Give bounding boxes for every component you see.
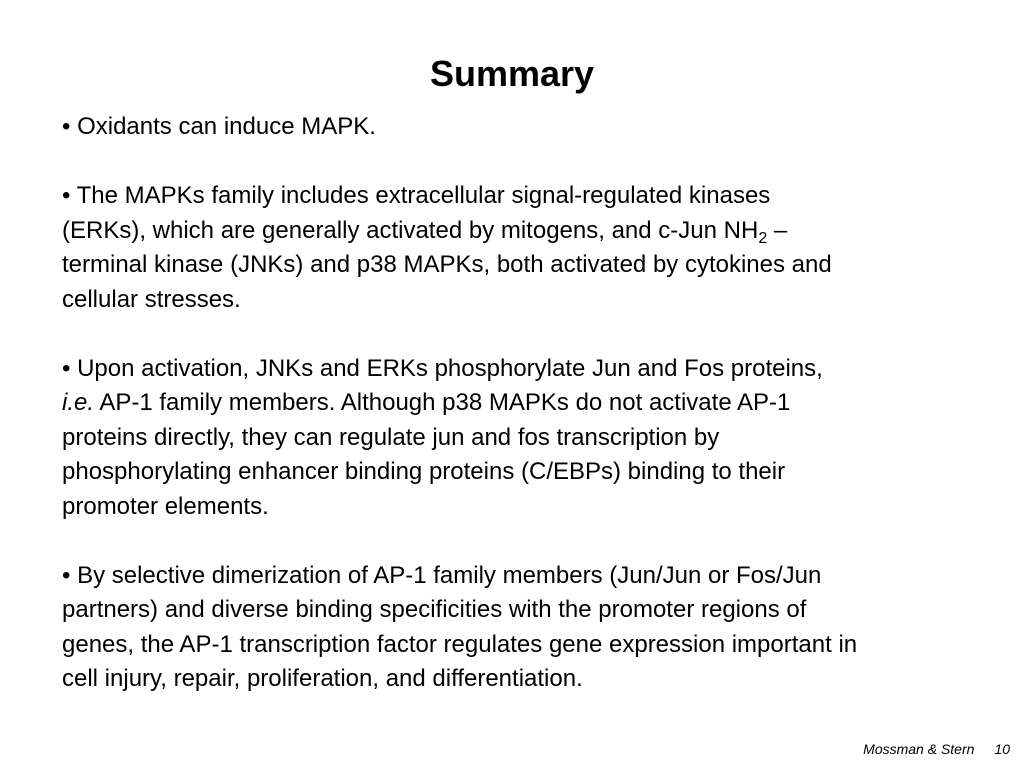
bullet-text: phosphorylating enhancer binding proteins (C/EBPs) binding to their (62, 458, 786, 485)
bullet-line (62, 214, 1012, 249)
bullet-marker: • (62, 182, 71, 209)
bullet-text: cell injury, repair, proliferation, and differentiation. (62, 665, 583, 692)
bullet-marker: • (62, 561, 71, 589)
bullet-activation (62, 352, 1012, 525)
bullet-text: partners) and diverse binding specificities with the promoter regions of (62, 596, 807, 623)
bullet-text: genes, the AP-1 transcription factor regulates gene expression important in (62, 630, 858, 658)
bullet-text: Oxidants can induce MAPK. (77, 113, 376, 140)
bullet-line (62, 662, 1012, 697)
slide-content (62, 110, 1012, 697)
bullet-dimerization (62, 559, 1012, 697)
bullet-marker: • (62, 113, 71, 140)
bullet-text: proteins directly, they can regulate jun and fos transcription by (62, 423, 720, 451)
bullet-line (62, 283, 1012, 318)
bullet-oxidants (62, 110, 1012, 145)
bullet-marker: • (62, 354, 71, 382)
page-number: 10 (994, 741, 1010, 757)
bullet-line (62, 352, 1012, 387)
slide-footer (863, 740, 1010, 758)
bullet-line (62, 110, 1012, 145)
bullet-text: By selective dimerization of AP-1 family members (Jun/Jun or Fos/Jun (77, 561, 822, 589)
bullet-text: (ERKs), which are generally activated by mitogens, and c-Jun NH (62, 216, 759, 244)
bullet-text: Upon activation, JNKs and ERKs phosphorylate Jun and Fos proteins, (77, 354, 823, 382)
bullet-line (62, 421, 1012, 456)
footer-author: Mossman & Stern (863, 741, 975, 757)
bullet-line (62, 559, 1012, 594)
bullet-line (62, 248, 1012, 283)
subscript-2: 2 (758, 229, 768, 247)
bullet-line (62, 179, 1012, 214)
bullet-line (62, 455, 1012, 490)
bullet-text: cellular stresses. (62, 285, 241, 313)
bullet-mapk-family (62, 179, 1012, 317)
bullet-text: The MAPKs family includes extracellular signal-regulated kinases (76, 182, 771, 209)
italic-ie: i.e. (62, 389, 95, 416)
bullet-line (62, 628, 1012, 663)
slide-title: Summary (429, 53, 595, 94)
bullet-line (62, 593, 1012, 628)
bullet-text: AP-1 family members. Although p38 MAPKs do not activate AP-1 (94, 389, 791, 416)
bullet-line (62, 386, 1012, 421)
bullet-line (62, 490, 1012, 525)
bullet-text: promoter elements. (62, 492, 269, 520)
dash-text: – (767, 216, 788, 244)
bullet-text: terminal kinase (JNKs) and p38 MAPKs, both activated by cytokines and (62, 251, 832, 278)
